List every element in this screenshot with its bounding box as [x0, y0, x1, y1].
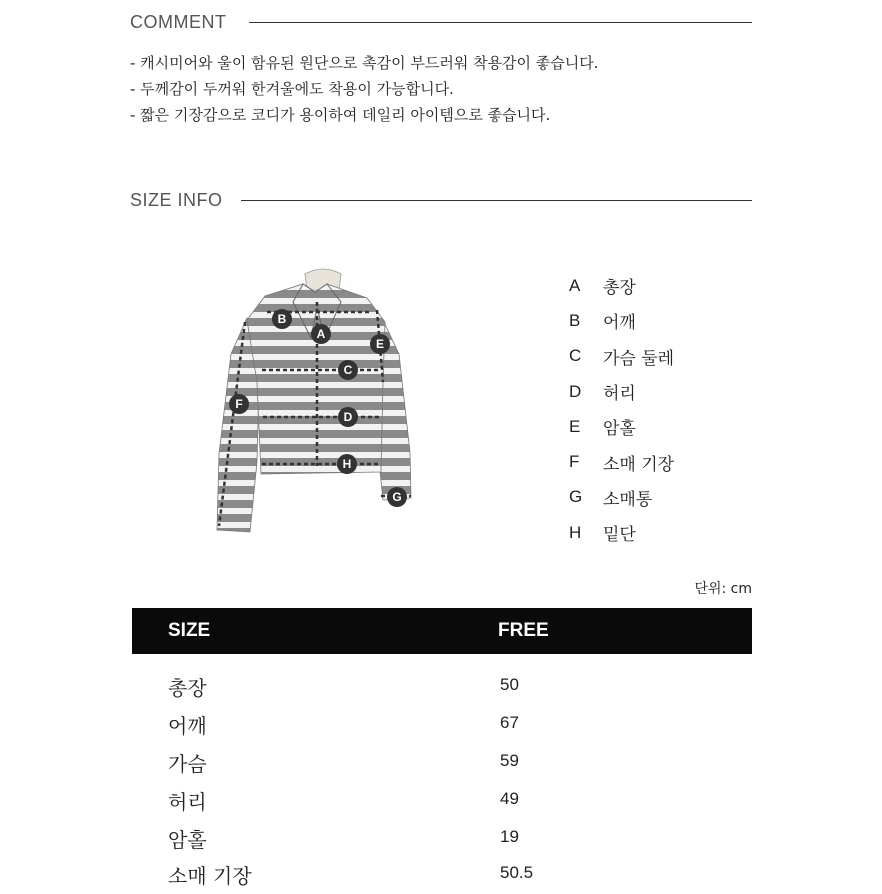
marker-h-label: H [342, 457, 352, 471]
legend-key: C [569, 346, 582, 366]
marker-b [272, 309, 292, 329]
row-value: 50.5 [500, 863, 534, 882]
marker-d-label: D [343, 410, 353, 424]
header-size: SIZE [168, 620, 211, 641]
header-free: FREE [498, 620, 549, 641]
legend-label: 밑단 [603, 525, 636, 546]
legend-key: E [569, 416, 581, 436]
legend-label: 가슴 둘레 [603, 348, 675, 369]
row-name: 총장 [168, 676, 207, 700]
divider [249, 22, 753, 23]
legend-key: F [569, 452, 580, 472]
legend-item-b [569, 303, 674, 338]
table-row [132, 820, 752, 858]
marker-e [370, 334, 390, 354]
row-value: 67 [500, 713, 519, 732]
comment-section-header [130, 12, 752, 33]
marker-d [338, 407, 358, 427]
legend-label: 허리 [603, 384, 636, 405]
marker-b-label: B [277, 312, 287, 326]
legend-label: 소매 기장 [603, 454, 675, 475]
size-info-title: SIZE INFO [130, 190, 223, 210]
legend-item-g [569, 480, 674, 515]
table-row [132, 856, 752, 894]
marker-f-label: F [235, 397, 243, 411]
row-name: 소매 기장 [168, 864, 252, 888]
table-row [132, 668, 752, 706]
legend-item-f [569, 444, 674, 479]
size-info-section-header [130, 190, 752, 211]
marker-h [337, 454, 357, 474]
legend-key: A [569, 275, 581, 295]
comment-line: - 두께감이 두꺼워 한겨울에도 착용이 가능합니다. [130, 80, 454, 98]
legend-label: 어깨 [603, 313, 636, 334]
marker-e-label: E [375, 337, 385, 351]
marker-c [338, 360, 358, 380]
row-value: 50 [500, 675, 519, 694]
measurement-legend [569, 268, 674, 550]
row-name: 암홀 [168, 828, 207, 852]
row-name: 허리 [168, 790, 207, 814]
legend-label: 소매통 [603, 489, 653, 510]
marker-f [229, 394, 249, 414]
legend-item-a [569, 268, 674, 303]
legend-key: G [569, 487, 583, 507]
row-name: 가슴 [168, 752, 207, 776]
legend-label: 암홀 [603, 419, 636, 440]
marker-a [311, 324, 331, 344]
legend-key: H [569, 522, 582, 542]
row-name: 어깨 [168, 714, 207, 738]
table-row [132, 782, 752, 820]
legend-item-c [569, 339, 674, 374]
table-row [132, 706, 752, 744]
legend-item-h [569, 515, 674, 550]
row-value: 49 [500, 789, 519, 808]
legend-key: D [569, 381, 582, 401]
marker-c-label: C [343, 363, 353, 377]
legend-item-d [569, 374, 674, 409]
row-value: 59 [500, 751, 519, 770]
comment-line: - 캐시미어와 울이 함유된 원단으로 촉감이 부드러워 착용감이 좋습니다. [130, 54, 599, 72]
legend-item-e [569, 409, 674, 444]
legend-label: 총장 [603, 278, 636, 299]
size-table-header [132, 608, 752, 654]
row-value: 19 [500, 827, 519, 846]
marker-a-label: A [316, 327, 326, 341]
marker-g [387, 487, 407, 507]
divider [241, 200, 752, 201]
table-row [132, 744, 752, 782]
comment-line: - 짧은 기장감으로 코디가 용이하여 데일리 아이템으로 좋습니다. [130, 106, 551, 124]
sweater-measurement-diagram [205, 262, 420, 537]
comment-list [130, 50, 599, 128]
unit-label: 단위: cm [694, 581, 752, 597]
marker-g-label: G [392, 490, 402, 504]
legend-key: B [569, 310, 581, 330]
comment-title: COMMENT [130, 12, 227, 32]
